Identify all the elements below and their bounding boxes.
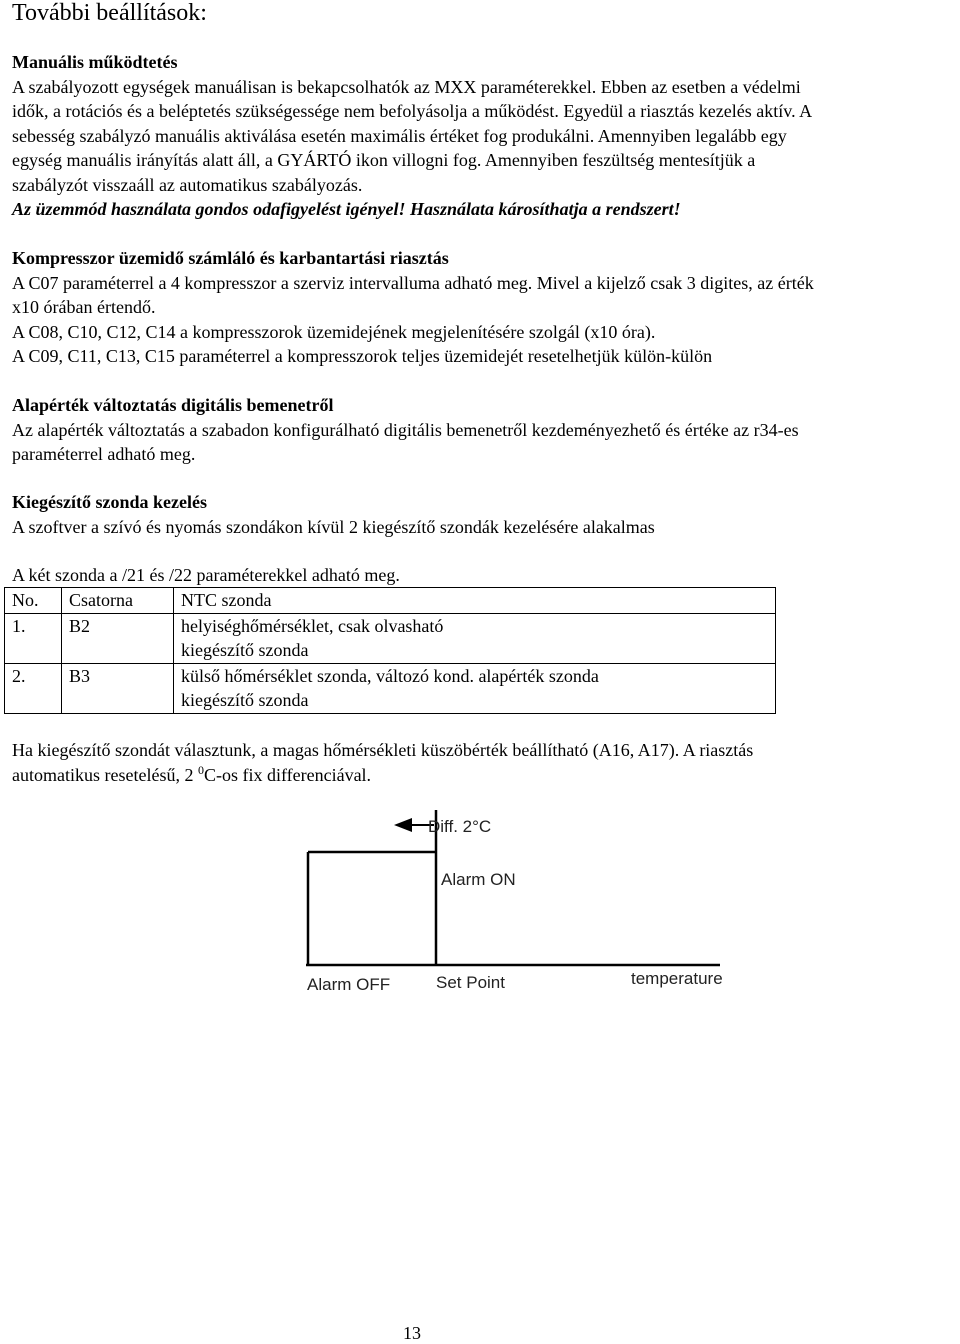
manual-warning: Az üzemmód használata gondos odafigyelést igényel! Használata károsíthatja a rendszert! bbox=[12, 199, 681, 219]
alarm-hysteresis-diagram bbox=[300, 808, 740, 998]
temperature-axis-label: temperature bbox=[631, 969, 723, 988]
alarm-line-2-post: C-os fix differenciával. bbox=[203, 764, 372, 785]
manual-line-2: idők, a rotációs és a beléptetés szükségessége nem befolyásolja a működést. Egyedül a riasztás kezelés aktív. A bbox=[12, 101, 813, 121]
diff-label: Diff. 2°C bbox=[428, 817, 492, 836]
table-header-row bbox=[5, 588, 776, 614]
set-point-label: Set Point bbox=[436, 973, 505, 992]
table-cell-channel: B3 bbox=[62, 663, 174, 713]
manual-line-3: sebesség szabályzó manuális aktiválása esetén maximális értéket fog produkálni. Amennyiben legalább egy bbox=[12, 125, 787, 146]
compressor-line-2: x10 órában értendő. bbox=[12, 297, 156, 317]
table-header-cell: No. bbox=[5, 588, 62, 614]
table-cell-no: 1. bbox=[5, 613, 62, 663]
table-row bbox=[5, 663, 776, 713]
setpoint-line-1: Az alapérték változtatás a szabadon konfigurálható digitális bemenetről kezdeményezhető és értéke az r34-es bbox=[12, 419, 799, 440]
alarm-paragraph bbox=[12, 738, 753, 787]
table-cell-description bbox=[174, 663, 776, 713]
compressor-line-1: A C07 paraméterrel a 4 kompresszor a szerviz intervalluma adható meg. Mivel a kijelző csak 3 digites, az érték bbox=[12, 272, 814, 293]
manual-line-4: egység manuális irányítás alatt áll, a GYÁRTÓ ikon villogni fog. Amennyiben feszültség mentesítjük a bbox=[12, 150, 756, 170]
alarm-off-label: Alarm OFF bbox=[307, 975, 391, 994]
degree-superscript: 0 bbox=[197, 762, 204, 777]
table-cell-desc-line-1: külső hőmérséklet szonda, változó kond. alapérték szonda bbox=[181, 665, 599, 686]
compressor-line-4: A C09, C11, C13, C15 paraméterrel a kompresszorok teljes üzemidejét resetelhetjük külön-külön bbox=[12, 346, 713, 366]
probe-section bbox=[12, 490, 655, 539]
alarm-on-label: Alarm ON bbox=[441, 870, 516, 889]
table-cell-channel: B2 bbox=[62, 613, 174, 663]
setpoint-heading: Alapérték változtatás digitális bemenetről bbox=[12, 395, 334, 415]
table-cell-desc-line-2: kiegészítő szonda bbox=[181, 690, 309, 710]
diff-arrow-head-icon bbox=[394, 818, 412, 832]
alarm-line-2 bbox=[12, 763, 753, 788]
setpoint-line-2: paraméterrel adható meg. bbox=[12, 444, 196, 464]
page-title: További beállítások: bbox=[12, 0, 207, 26]
ntc-probe-table bbox=[4, 587, 776, 714]
table-header-cell: Csatorna bbox=[62, 588, 174, 614]
table-cell-desc-line-1: helyiséghőmérséklet, csak olvasható bbox=[181, 615, 444, 636]
table-cell-no: 2. bbox=[5, 663, 62, 713]
probe-intro: A két szonda a /21 és /22 paraméterekkel adható meg. bbox=[12, 565, 400, 585]
probe-line: A szoftver a szívó és nyomás szondákon kívül 2 kiegészítő szondák kezelésére alakalmas bbox=[12, 516, 655, 537]
alarm-line-1: Ha kiegészítő szondát választunk, a magas hőmérsékleti küszöbérték beállítható (A16, A17). A riasztás bbox=[12, 740, 754, 760]
manual-line-1: A szabályozott egységek manuálisan is bekapcsolhatók az MXX paraméterekkel. Ebben az esetben a védelmi bbox=[12, 76, 801, 97]
table-header-cell: NTC szonda bbox=[174, 588, 776, 614]
setpoint-section bbox=[12, 393, 799, 467]
compressor-section bbox=[12, 246, 814, 369]
manual-section bbox=[12, 50, 812, 222]
compressor-heading: Kompresszor üzemidő számláló és karbantartási riasztás bbox=[12, 248, 449, 268]
alarm-line-2-pre: automatikus resetelésű, 2 bbox=[12, 764, 198, 785]
table-cell-desc-line-2: kiegészítő szonda bbox=[181, 640, 309, 660]
page-number: 13 bbox=[403, 1323, 421, 1343]
manual-line-5: szabályzót visszaáll az automatikus szabályozás. bbox=[12, 174, 363, 195]
manual-heading: Manuális működtetés bbox=[12, 52, 178, 72]
probe-heading: Kiegészítő szonda kezelés bbox=[12, 492, 207, 512]
compressor-line-3: A C08, C10, C12, C14 a kompresszorok üzemidejének megjelenítésére szolgál (x10 óra). bbox=[12, 321, 656, 342]
table-row bbox=[5, 613, 776, 663]
table-cell-description bbox=[174, 613, 776, 663]
